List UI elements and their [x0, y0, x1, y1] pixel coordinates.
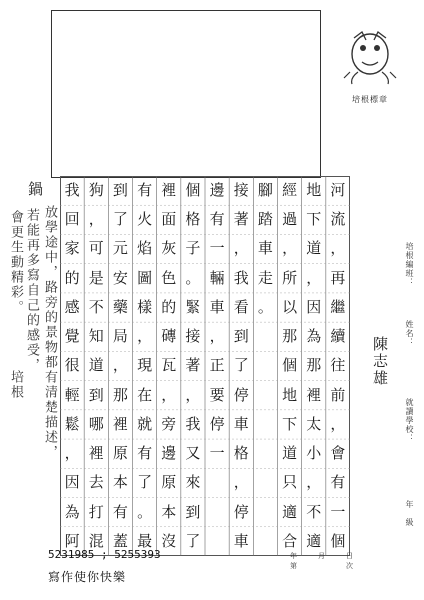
essay-character: 道: [306, 239, 322, 258]
essay-character: 裡: [161, 181, 177, 199]
essay-character: 原: [161, 473, 177, 492]
essay-character: 沒: [161, 531, 177, 550]
date-label-times: 次: [346, 562, 353, 570]
essay-character: 過: [282, 210, 298, 229]
essay-character: 裡: [112, 414, 128, 433]
stamp-caption: 培根標章: [352, 95, 388, 104]
essay-character: 下: [282, 414, 298, 433]
essay-character: 最: [137, 531, 153, 550]
essay-character: 。: [257, 297, 273, 316]
essay-character: 接: [233, 181, 249, 199]
teacher-comment-line: 培根: [8, 370, 23, 400]
essay-character: 為: [306, 327, 322, 346]
essay-character: 我: [185, 414, 201, 433]
essay-column: [107, 176, 133, 556]
essay-character: 了: [185, 531, 201, 550]
essay-character: 格: [233, 444, 249, 463]
essay-column: [252, 176, 278, 556]
essay-character: 停: [233, 385, 249, 404]
essay-character: 接: [185, 327, 201, 346]
essay-character: 鬆: [64, 414, 80, 433]
date-label-number: 第: [290, 562, 297, 570]
essay-character: 樣: [137, 297, 153, 316]
essay-character: 停: [233, 502, 249, 521]
essay-character: ，: [330, 239, 346, 258]
essay-character: 蓋: [112, 531, 128, 550]
essay-character: 哪: [88, 414, 104, 433]
essay-character: 小: [306, 444, 322, 463]
essay-character: 一: [209, 239, 225, 258]
essay-character: ，: [137, 327, 153, 346]
essay-character: 到: [88, 385, 104, 404]
essay-character: 車: [257, 239, 273, 258]
essay-character: 個: [330, 531, 346, 550]
essay-character: 家: [64, 239, 80, 258]
essay-character: 再: [330, 268, 346, 287]
essay-character: 旁: [161, 414, 177, 433]
essay-character: 裡: [306, 385, 322, 404]
essay-character: 以: [282, 297, 298, 316]
essay-character: 合: [282, 531, 298, 550]
essay-character: 正: [209, 356, 225, 375]
essay-character: 就: [137, 414, 153, 433]
essay-character: 圖: [137, 268, 153, 287]
school-label: 就讀學校：: [405, 398, 414, 443]
essay-character: ，: [209, 327, 225, 346]
essay-character: 續: [330, 327, 346, 346]
essay-character: 我: [64, 181, 80, 199]
essay-character: 有: [112, 502, 128, 521]
essay-character: 因: [306, 297, 322, 316]
footer-ids: 5231985 ; 5255393: [48, 548, 161, 561]
date-label-year: 年: [290, 552, 297, 560]
teacher-comment-line: 會更生動精彩。: [8, 210, 23, 315]
essay-character: 走: [257, 268, 273, 287]
teacher-comment-line: 放學途中，路旁的景物都有清楚描述，: [42, 205, 57, 460]
essay-character: 只: [282, 473, 298, 492]
essay-character: 了: [233, 356, 249, 375]
essay-character: ，: [330, 414, 346, 433]
essay-character: 會: [330, 444, 346, 463]
essay-character: 因: [64, 473, 80, 492]
essay-character: 個: [282, 356, 298, 375]
essay-character: 有: [137, 181, 153, 199]
essay-character: 的: [64, 268, 80, 287]
essay-column: [156, 176, 182, 556]
essay-character: ，: [112, 356, 128, 375]
essay-character: 安: [112, 268, 128, 287]
essay-character: ，: [282, 239, 298, 258]
essay-character: 藥: [112, 297, 128, 316]
date-label-month: 月: [318, 552, 325, 560]
essay-character: ，: [64, 444, 80, 463]
essay-character: ，: [88, 210, 104, 229]
name-label: 姓名：: [405, 320, 414, 347]
essay-character: 混: [88, 531, 104, 550]
essay-character: 適: [306, 531, 322, 550]
essay-character: 那: [306, 356, 322, 375]
essay-character: 車: [209, 297, 225, 316]
essay-character: 輕: [64, 385, 80, 404]
essay-character: 感: [64, 297, 80, 316]
essay-character: 下: [306, 210, 322, 229]
essay-character: 有: [209, 210, 225, 229]
essay-column: [132, 176, 158, 556]
essay-column: [180, 176, 206, 556]
essay-column: [204, 176, 230, 556]
essay-character: ，: [161, 385, 177, 404]
date-label-day: 日: [346, 552, 353, 560]
essay-column: [83, 176, 109, 556]
essay-character: 原: [112, 444, 128, 463]
teacher-comment-line: 若能再多寫自己的感受，: [24, 208, 39, 373]
essay-character: 的: [161, 297, 177, 316]
essay-character: 我: [233, 268, 249, 287]
essay-character: 那: [282, 327, 298, 346]
category-label: 培根編班：: [405, 242, 414, 287]
essay-character: 道: [88, 356, 104, 375]
essay-character: 所: [282, 268, 298, 287]
essay-character: 前: [330, 385, 346, 404]
essay-character: 適: [282, 502, 298, 521]
essay-character: 局: [112, 327, 128, 346]
writing-grid: [60, 176, 350, 556]
essay-character: 太: [306, 414, 322, 433]
essay-character: 阿: [64, 531, 80, 550]
essay-character: 看: [233, 297, 249, 316]
essay-character: 繼: [330, 297, 346, 316]
essay-character: 灰: [161, 239, 177, 258]
essay-character: 踏: [257, 210, 273, 229]
essay-character: 打: [88, 502, 104, 521]
essay-character: 裡: [88, 444, 104, 463]
essay-character: 那: [112, 385, 128, 404]
essay-character: 有: [137, 444, 153, 463]
essay-character: 邊: [209, 181, 225, 199]
essay-character: 地: [282, 385, 298, 404]
essay-text: [60, 176, 350, 556]
footer-brand: 寫作使你快樂: [48, 570, 127, 584]
essay-character: 了: [137, 473, 153, 492]
essay-character: 個: [185, 181, 201, 199]
essay-character: 本: [112, 473, 128, 492]
essay-character: 停: [209, 414, 225, 433]
essay-character: 回: [64, 210, 80, 229]
grade-label: 年 級: [405, 500, 414, 527]
essay-character: 到: [185, 502, 201, 521]
essay-character: ，: [306, 473, 322, 492]
essay-character: 本: [161, 502, 177, 521]
essay-character: 知: [88, 327, 104, 346]
essay-character: 覺: [64, 327, 80, 346]
essay-character: 緊: [185, 297, 201, 316]
essay-character: 狗: [88, 181, 104, 199]
essay-column: [277, 176, 303, 556]
essay-character: 要: [209, 385, 225, 404]
essay-character: 去: [88, 473, 104, 492]
essay-column: [301, 176, 327, 556]
essay-character: 不: [88, 297, 104, 316]
essay-character: 腳: [257, 181, 273, 199]
essay-character: 有: [330, 473, 346, 492]
essay-character: 車: [233, 531, 249, 550]
essay-character: 。: [137, 502, 153, 521]
essay-character: ，: [233, 239, 249, 258]
essay-character: 又: [185, 444, 201, 463]
essay-character: ，: [306, 268, 322, 287]
essay-character: ，: [233, 473, 249, 492]
essay-character: 來: [185, 473, 201, 492]
essay-character: 著: [233, 210, 249, 229]
teacher-comment-box: [51, 10, 321, 178]
essay-character: 往: [330, 356, 346, 375]
essay-character: 邊: [161, 444, 177, 463]
essay-character: 著: [185, 356, 201, 375]
essay-character: 流: [330, 210, 346, 229]
essay-character: 色: [161, 268, 177, 287]
essay-character: 河: [330, 181, 346, 199]
essay-character: 道: [282, 444, 298, 463]
essay-character: 瓦: [161, 356, 177, 375]
essay-character: 磚: [161, 327, 177, 346]
essay-column: [228, 176, 254, 556]
essay-character: 是: [88, 268, 104, 287]
essay-character: 輛: [209, 268, 225, 287]
essay-character: ，: [185, 385, 201, 404]
essay-column: [59, 176, 85, 556]
essay-character: 地: [306, 181, 322, 199]
essay-character: 到: [112, 181, 128, 199]
essay-character: 可: [88, 239, 104, 258]
essay-character: 元: [112, 239, 128, 258]
essay-character: 火: [137, 210, 153, 229]
essay-character: 很: [64, 356, 80, 375]
essay-character: 現: [137, 356, 153, 375]
overflow-character: 鍋: [28, 180, 44, 198]
essay-character: 到: [233, 327, 249, 346]
essay-character: 子: [185, 239, 201, 258]
essay-character: 焰: [137, 239, 153, 258]
stamp-area: [330, 12, 410, 102]
essay-character: 為: [64, 502, 80, 521]
essay-column: [325, 176, 351, 556]
essay-character: 了: [112, 210, 128, 229]
essay-character: 車: [233, 414, 249, 433]
essay-character: 一: [330, 502, 346, 521]
essay-character: 。: [185, 268, 201, 287]
essay-character: 面: [161, 210, 177, 229]
essay-character: 不: [306, 502, 322, 521]
mascot-stamp-icon: [330, 12, 410, 92]
essay-character: 一: [209, 444, 225, 463]
essay-character: 格: [185, 210, 201, 229]
student-name: 陳志雄: [371, 336, 389, 387]
essay-character: 在: [137, 385, 153, 404]
essay-character: 經: [282, 181, 298, 199]
